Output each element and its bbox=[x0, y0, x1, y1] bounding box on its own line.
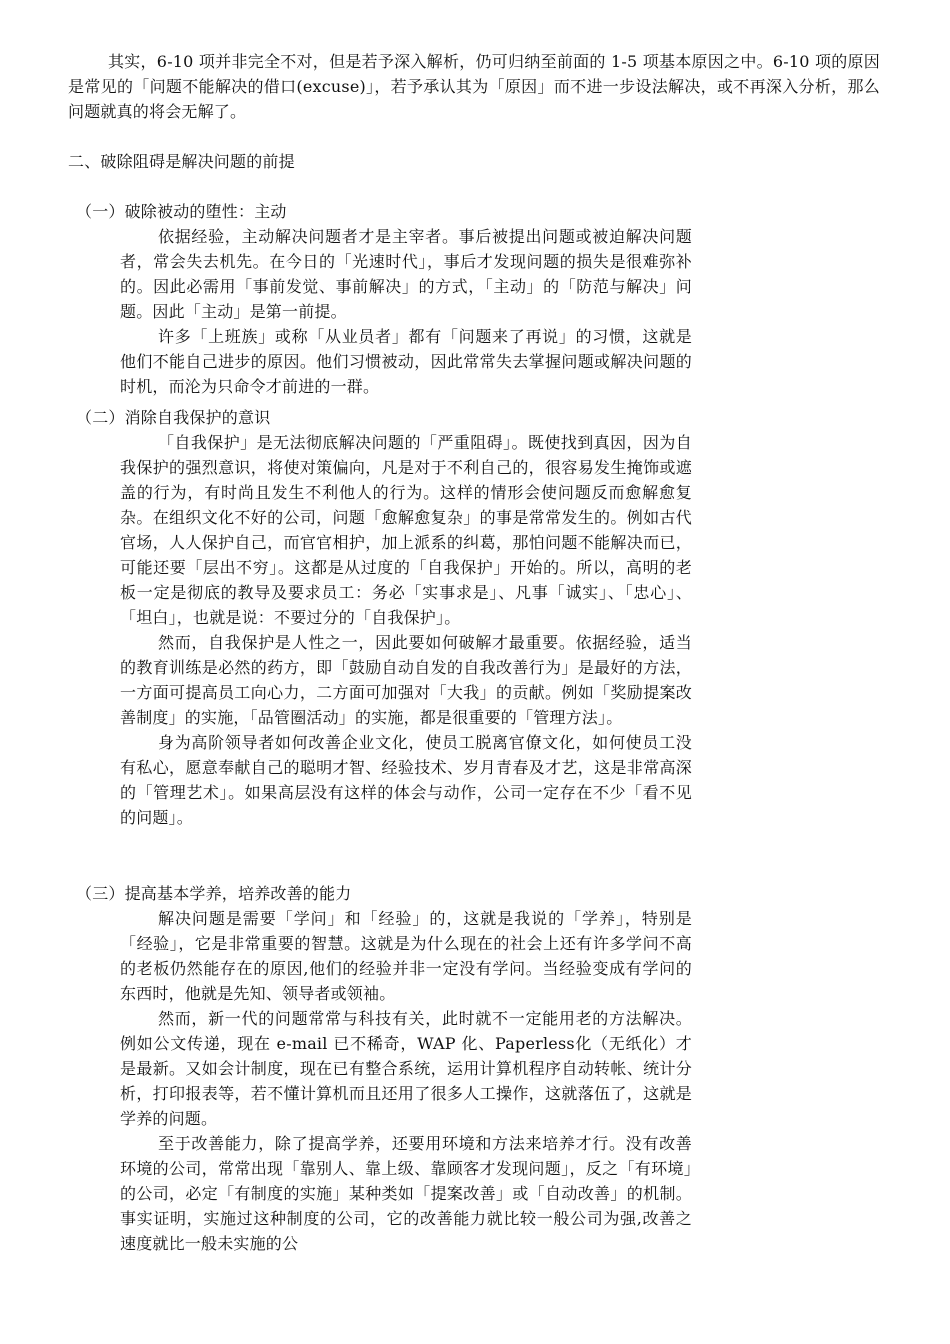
section-title: 二、破除阻碍是解决问题的前提 bbox=[68, 152, 295, 171]
subsection-3-title: （三）提高基本学养，培养改善的能力 bbox=[76, 884, 352, 903]
subsection-2-paragraph-1: 「自我保护」是无法彻底解决问题的「严重阻碍」。既使找到真因，因为自我保护的强烈意识，将使对策偏向，凡是对于不利自己的，很容易发生掩饰或遮盖的行为，有时尚且发生不利他人的行为。这样的情形会使问题反而愈解愈复杂。在组织文化不好的公司，问题「愈解愈复杂」的事是常常发生的。例如古代官场，人人保护自己，而官官相护，加上派系的纠葛，那怕问题不能解决而已，可能还要「层出不穷」。这都是从过度的「自我保护」开始的。所以，高明的老板一定是彻底的教导及要求员工：务必「实事求是」、凡事「诚实」、「忠心」、「坦白」，也就是说：不要过分的「自我保护」。 bbox=[120, 433, 692, 627]
subsection-3-paragraph-3: 至于改善能力，除了提高学养，还要用环境和方法来培养才行。没有改善环境的公司，常常出现「靠别人、靠上级、靠顾客才发现问题」，反之「有环境」的公司，必定「有制度的实施」某种类如「提案改善」或「自动改善」的机制。事实证明，实施过这种制度的公司，它的改善能力就比较一般公司为强,改善之速度就比一般未实施的公 bbox=[120, 1134, 692, 1253]
subsection-1-title: （一）破除被动的堕性：主动 bbox=[76, 202, 287, 221]
subsection-3-paragraph-1: 解决问题是需要「学问」和「经验」的，这就是我说的「学养」，特别是「经验」，它是非常重要的智慧。这就是为什么现在的社会上还有许多学问不高的老板仍然能存在的原因,他们的经验并非一定没有学问。当经验变成有学问的东西时，他就是先知、领导者或领袖。 bbox=[120, 909, 692, 1003]
subsection-3-paragraph-2: 然而，新一代的问题常常与科技有关，此时就不一定能用老的方法解决。例如公文传递，现在 e-mail 已不稀奇，WAP 化、Paperless化（无纸化）才是最新。又如会计制度，现在已有整合系统，运用计算机程序自动转帐、统计分析，打印报表等，若不懂计算机而且还用了很多人工操作，这就落伍了，这就是学养的问题。 bbox=[120, 1009, 692, 1128]
subsection-1-paragraph-2: 许多「上班族」或称「从业员者」都有「问题来了再说」的习惯，这就是他们不能自己进步的原因。他们习惯被动，因此常常失去掌握问题或解决问题的时机，而沦为只命令才前进的一群。 bbox=[120, 327, 692, 396]
subsection-2 bbox=[76, 405, 692, 830]
section-heading-2 bbox=[68, 149, 880, 174]
subsection-3 bbox=[76, 881, 692, 1256]
subsection-1 bbox=[76, 199, 692, 399]
subsection-2-paragraph-2: 然而，自我保护是人性之一，因此要如何破解才最重要。依据经验，适当的教育训练是必然的药方，即「鼓励自动自发的自我改善行为」是最好的方法，一方面可提高员工向心力，二方面可加强对「大我」的贡献。例如「奖励提案改善制度」的实施，「品管圈活动」的实施，都是很重要的「管理方法」。 bbox=[120, 633, 692, 727]
subsection-1-paragraph-1: 依据经验，主动解决问题者才是主宰者。事后被提出问题或被迫解决问题者，常会失去机先。在今日的「光速时代」，事后才发现问题的损失是很难弥补的。因此必需用「事前发觉、事前解决」的方式，「主动」的「防范与解决」问题。因此「主动」是第一前提。 bbox=[120, 227, 692, 321]
subsection-2-paragraph-3: 身为高阶领导者如何改善企业文化，使员工脱离官僚文化，如何使员工没有私心，愿意奉献自己的聪明才智、经验技术、岁月青春及才艺，这是非常高深的「管理艺术」。如果高层没有这样的体会与动作，公司一定存在不少「看不见的问题」。 bbox=[120, 733, 692, 827]
intro-paragraph: 其实，6-10 项并非完全不对，但是若予深入解析，仍可归纳至前面的 1-5 项基本原因之中。6-10 项的原因是常见的「问题不能解决的借口(excuse)」，若予承认其为「原因」而不进一步设法解决，或不再深入分析，那么问题就真的将会无解了。 bbox=[68, 52, 880, 121]
subsection-2-title: （二）消除自我保护的意识 bbox=[76, 408, 271, 427]
